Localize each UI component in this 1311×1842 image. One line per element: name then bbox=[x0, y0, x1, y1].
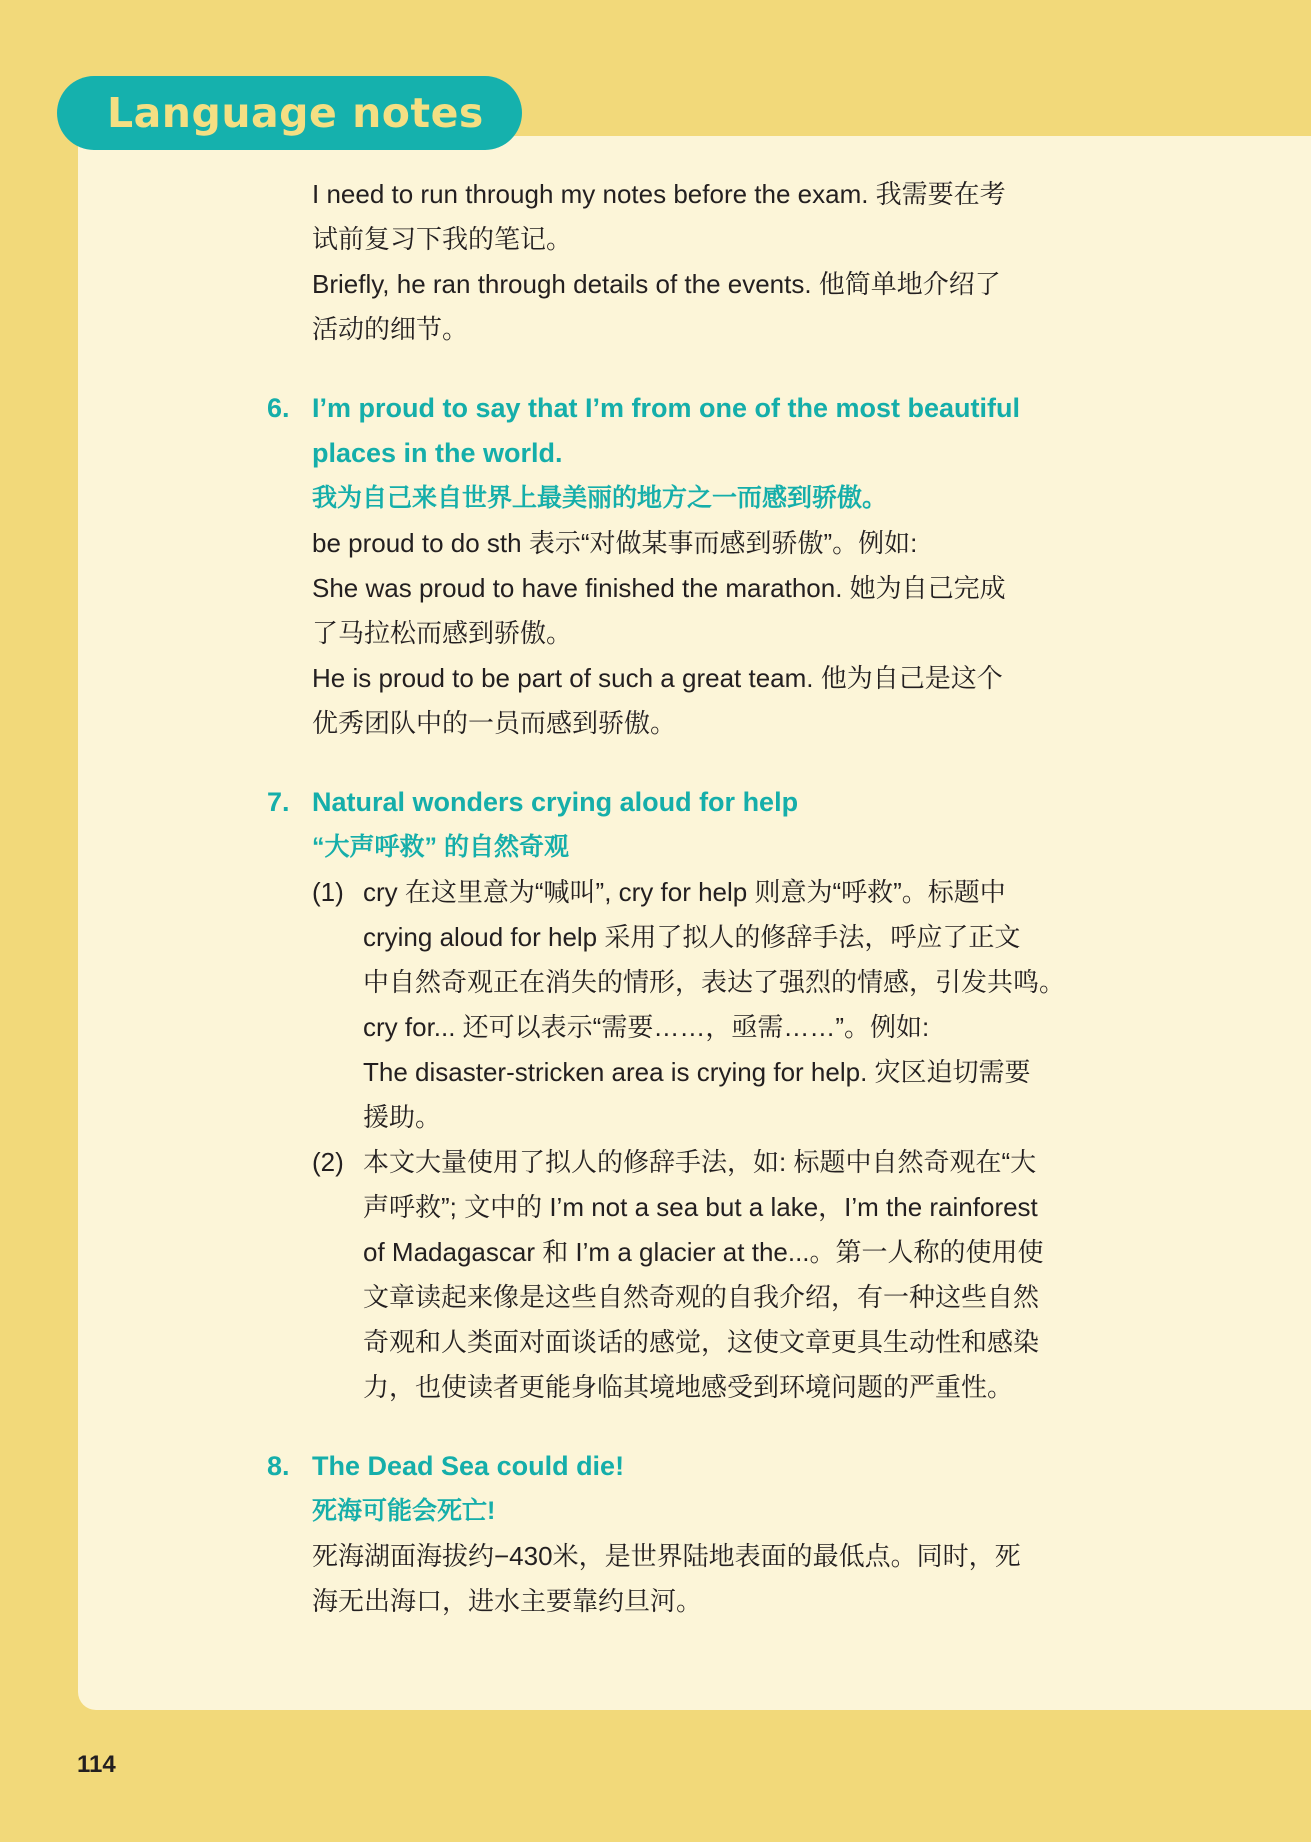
note-number: 6. bbox=[267, 393, 290, 423]
section-header-tab bbox=[57, 76, 522, 150]
text-line: 死海湖面海拔约−430米，是世界陆地表面的最低点。同时，死 bbox=[312, 1541, 1021, 1571]
text-line: 活动的细节。 bbox=[312, 314, 469, 344]
text-line: 试前复习下我的笔记。 bbox=[312, 224, 573, 254]
note-heading-text: The Dead Sea could die! bbox=[312, 1451, 625, 1481]
text-line: I need to run through my notes before the exam. 我需要在考 bbox=[312, 179, 1006, 209]
section-title: Language notes bbox=[107, 89, 484, 137]
note-heading-text: I’m proud to say that I’m from one of the most beautiful bbox=[312, 393, 1021, 423]
text-line: cry for... 还可以表示“需要……，亟需……”。例如: bbox=[363, 1012, 930, 1042]
note-translation: 我为自己来自世界上最美丽的地方之一而感到骄傲。 bbox=[312, 484, 888, 512]
sub-point-label: (2) bbox=[312, 1147, 344, 1177]
text-line: She was proud to have finished the marathon. 她为自己完成 bbox=[312, 573, 1006, 603]
note-heading bbox=[267, 780, 1090, 825]
text-line: 声呼救”; 文中的 I’m not a sea but a lake，I’m the rainforest bbox=[363, 1192, 1038, 1222]
text-line: 优秀团队中的一员而感到骄傲。 bbox=[312, 708, 677, 738]
sub-point-2 bbox=[312, 1140, 1090, 1410]
text-line: 援助。 bbox=[363, 1102, 442, 1132]
note-translation: 死海可能会死亡! bbox=[312, 1497, 496, 1525]
note-7 bbox=[267, 780, 1090, 1410]
note-6 bbox=[267, 386, 1090, 746]
text-line: be proud to do sth 表示“对做某事而感到骄傲”。例如: bbox=[312, 528, 918, 558]
notes-content bbox=[267, 172, 1090, 1624]
intro-block bbox=[312, 172, 1090, 352]
text-line bbox=[312, 870, 1090, 915]
text-line: 奇观和人类面对面谈话的感觉，这使文章更具生动性和感染 bbox=[363, 1327, 1040, 1357]
text-line: The disaster-stricken area is crying for help. 灾区迫切需要 bbox=[363, 1057, 1031, 1087]
note-translation: “大声呼救” 的自然奇观 bbox=[312, 833, 569, 861]
note-heading bbox=[267, 386, 1090, 431]
text-line: 海无出海口，进水主要靠约旦河。 bbox=[312, 1586, 703, 1616]
note-heading-text: Natural wonders crying aloud for help bbox=[312, 787, 799, 817]
sub-point-text: 本文大量使用了拟人的修辞手法，如: 标题中自然奇观在“大 bbox=[363, 1147, 1037, 1177]
text-line: 中自然奇观正在消失的情形，表达了强烈的情感，引发共鸣。 bbox=[363, 967, 1066, 997]
text-line: crying aloud for help 采用了拟人的修辞手法，呼应了正文 bbox=[363, 922, 1021, 952]
sub-point-text: cry 在这里意为“喊叫”, cry for help 则意为“呼救”。标题中 bbox=[363, 877, 1006, 907]
text-line: Briefly, he ran through details of the events. 他简单地介绍了 bbox=[312, 269, 1001, 299]
note-number: 8. bbox=[267, 1451, 290, 1481]
note-8 bbox=[267, 1444, 1090, 1624]
note-number: 7. bbox=[267, 787, 290, 817]
text-line: 文章读起来像是这些自然奇观的自我介绍，有一种这些自然 bbox=[363, 1282, 1040, 1312]
text-line: of Madagascar 和 I’m a glacier at the...。第一人称的使用使 bbox=[363, 1237, 1044, 1267]
sub-point-1 bbox=[312, 870, 1090, 1140]
note-heading-continued: places in the world. bbox=[312, 438, 563, 468]
text-line: 了马拉松而感到骄傲。 bbox=[312, 618, 573, 648]
text-line: 力，也使读者更能身临其境地感受到环境问题的严重性。 bbox=[363, 1372, 1014, 1402]
text-line bbox=[312, 1140, 1090, 1185]
sub-point-label: (1) bbox=[312, 877, 344, 907]
note-heading bbox=[267, 1444, 1090, 1489]
text-line: He is proud to be part of such a great team. 他为自己是这个 bbox=[312, 663, 1003, 693]
page-number: 114 bbox=[77, 1751, 116, 1778]
